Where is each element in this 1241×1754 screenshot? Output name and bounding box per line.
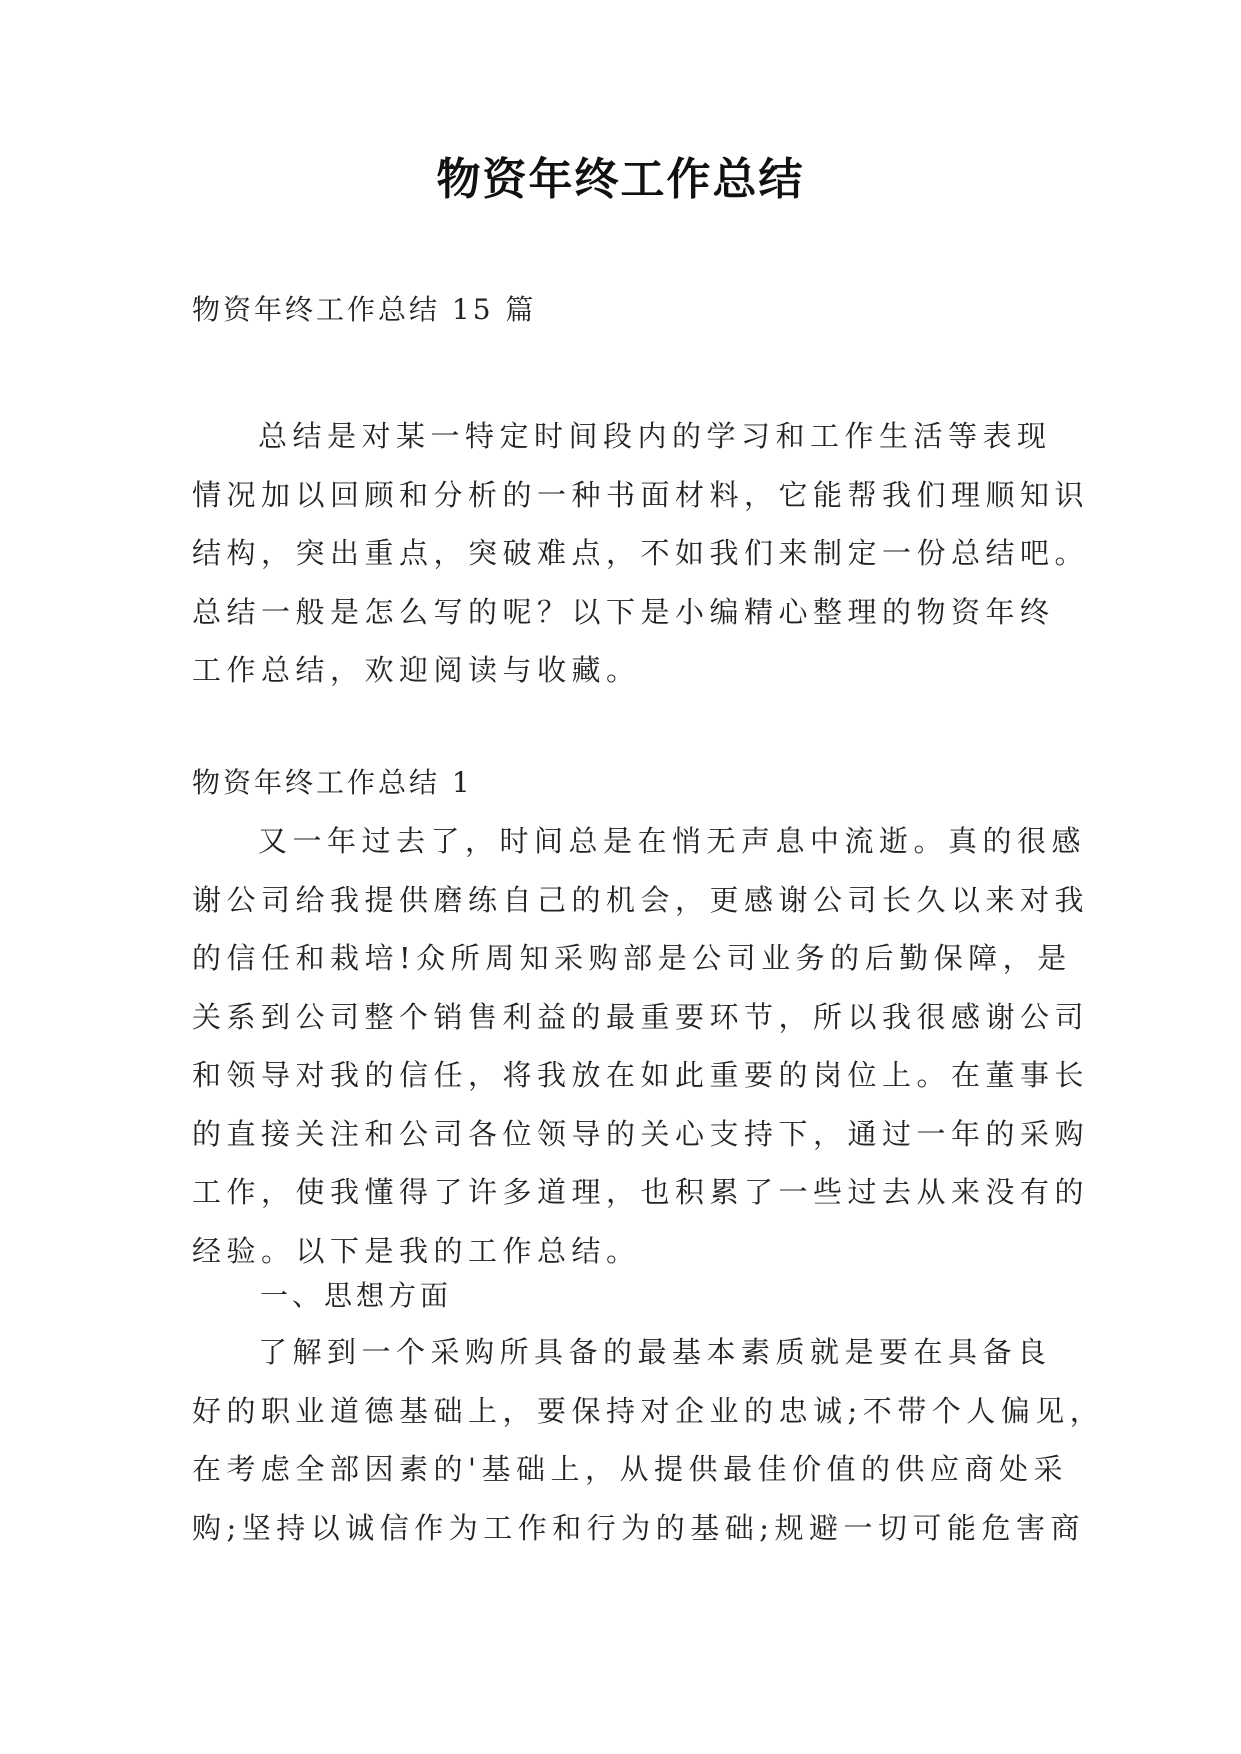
paragraph-line: 结构，突出重点，突破难点，不如我们来制定一份总结吧。 — [192, 536, 1090, 570]
paragraph-line: 工作，使我懂得了许多道理，也积累了一些过去从来没有的 — [192, 1175, 1090, 1209]
paragraph-line: 在考虑全部因素的'基础上，从提供最佳价值的供应商处采 — [192, 1452, 1068, 1486]
document-subtitle: 物资年终工作总结 15 篇 — [192, 293, 537, 326]
paragraph-line: 又一年过去了，时间总是在悄无声息中流逝。真的很感 — [258, 824, 1087, 858]
paragraph-line: 工作总结，欢迎阅读与收藏。 — [192, 653, 641, 687]
paragraph-line: 的直接关注和公司各位领导的关心支持下，通过一年的采购 — [192, 1116, 1090, 1151]
paragraph-line: 情况加以回顾和分析的一种书面材料，它能帮我们理顺知识 — [192, 477, 1090, 512]
paragraph-line: 好的职业道德基础上，要保持对企业的忠诚;不带个人偏见， — [192, 1393, 1105, 1428]
paragraph-line: 经验。以下是我的工作总结。 — [192, 1233, 641, 1268]
section-heading: 物资年终工作总结 1 — [192, 766, 473, 799]
subsection-paragraph — [192, 1323, 1105, 1557]
paragraph-line: 总结是对某一特定时间段内的学习和工作生活等表现 — [258, 419, 1052, 453]
paragraph-line: 总结一般是怎么写的呢？以下是小编精心整理的物资年终 — [192, 594, 1055, 629]
paragraph-line: 谢公司给我提供磨练自己的机会，更感谢公司长久以来对我 — [192, 882, 1090, 917]
paragraph-line: 和领导对我的信任，将我放在如此重要的岗位上。在董事长 — [192, 1058, 1090, 1092]
paragraph-line: 关系到公司整个销售利益的最重要环节，所以我很感谢公司 — [192, 999, 1090, 1034]
subsection-heading: 一、思想方面 — [260, 1279, 453, 1312]
intro-paragraph — [192, 407, 1090, 700]
paragraph-line: 购;坚持以诚信作为工作和行为的基础;规避一切可能危害商 — [192, 1510, 1086, 1545]
paragraph-line: 的信任和栽培!众所周知采购部是公司业务的后勤保障，是 — [192, 941, 1072, 975]
paragraph-line: 了解到一个采购所具备的最基本素质就是要在具备良 — [258, 1335, 1052, 1369]
section-paragraph — [192, 812, 1090, 1280]
document-title: 物资年终工作总结 — [436, 154, 805, 205]
